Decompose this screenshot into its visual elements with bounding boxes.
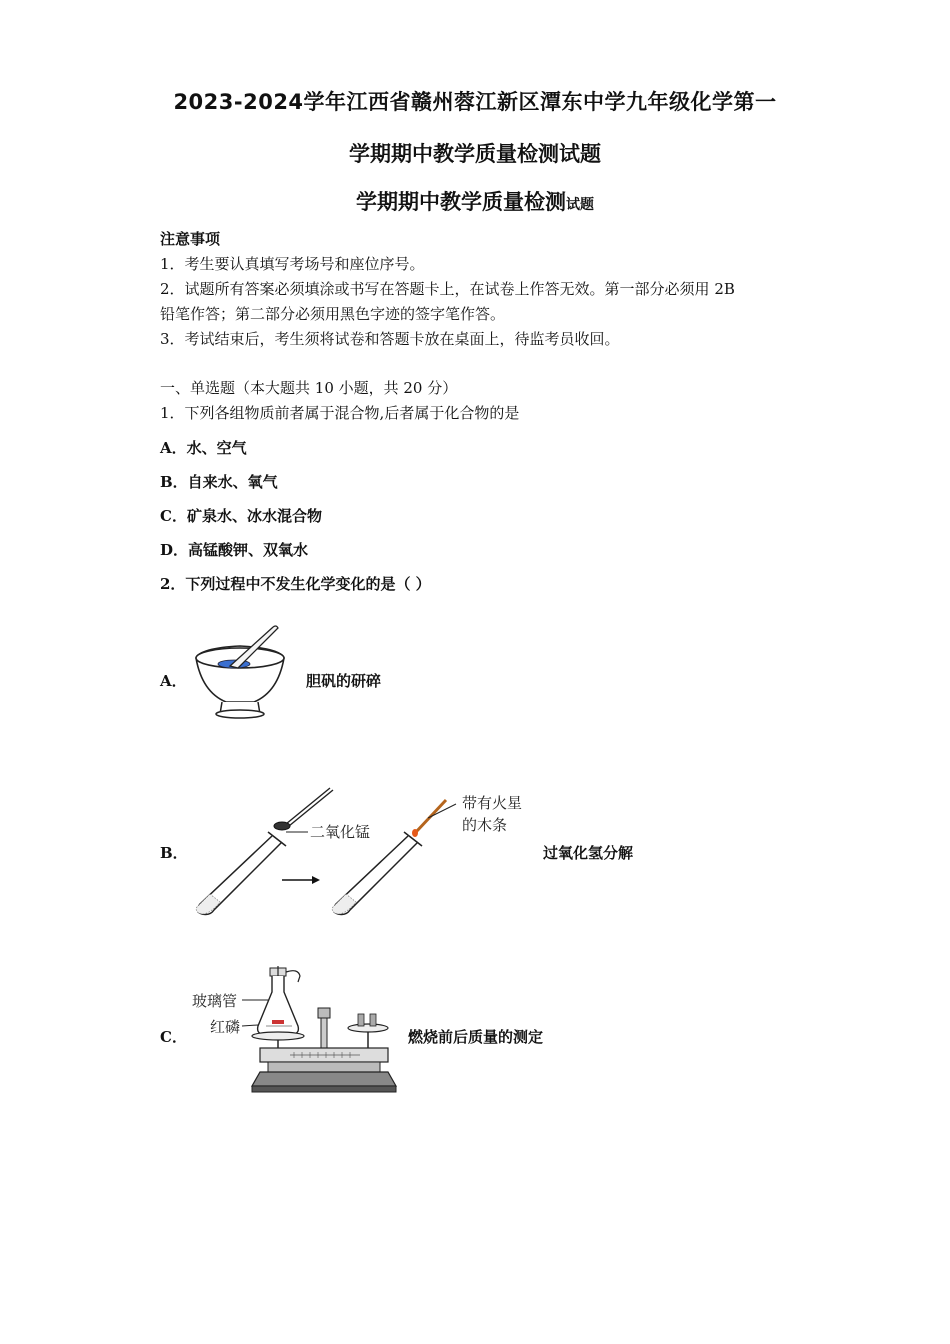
q2-option-c-letter: C． — [160, 1028, 187, 1046]
notice-item-1: 1．考生要认真填写考场号和座位序号。 — [160, 255, 425, 273]
q2-stem: 2．下列过程中不发生化学变化的是（ ） — [160, 575, 431, 593]
mortar-pestle-illustration — [190, 622, 290, 722]
q1-option-c: C．矿泉水、冰水混合物 — [160, 507, 322, 525]
label-splint-1: 带有火星 — [462, 794, 523, 812]
q1-option-a: A．水、空气 — [160, 439, 247, 457]
label-splint-2: 的木条 — [462, 816, 508, 834]
q2-option-a-caption: 胆矾的研碎 — [306, 672, 382, 690]
label-red-phosphorus: 红磷 — [210, 1018, 241, 1036]
q1-option-d: D．高锰酸钾、双氧水 — [160, 541, 309, 559]
left-test-tube — [196, 832, 286, 915]
balance-flask-illustration — [190, 962, 400, 1098]
glowing-splint — [412, 800, 456, 837]
test-tube-experiment-illustration — [190, 780, 550, 920]
title-line-3-small: 试题 — [566, 197, 594, 213]
right-test-tube — [332, 832, 422, 915]
notice-item-2: 2．试题所有答案必须填涂或书写在答题卡上，在试卷上作答无效。第一部分必须用 2B — [160, 280, 735, 298]
title-line-2: 学期期中教学质量检测试题 — [349, 142, 601, 166]
title-line-1: 2023-2024学年江西省赣州蓉江新区潭东中学九年级化学第一 — [173, 90, 777, 114]
notice-item-2-cont: 铅笔作答；第二部分必须用黑色字迹的签字笔作答。 — [160, 305, 506, 323]
q2-option-a-letter: A． — [160, 672, 187, 690]
q1-option-b: B．自来水、氧气 — [160, 473, 278, 491]
notice-item-3: 3．考试结束后，考生须将试卷和答题卡放在桌面上，待监考员收回。 — [160, 330, 620, 348]
label-glass-tube: 玻璃管 — [192, 992, 238, 1010]
q2-option-b-letter: B． — [160, 844, 188, 862]
section-heading: 一、单选题（本大题共 10 小题，共 20 分） — [160, 379, 458, 397]
title-line-3-main: 学期期中教学质量检测 — [356, 190, 566, 214]
q2-option-c-caption: 燃烧前后质量的测定 — [408, 1028, 544, 1046]
arrow — [282, 876, 320, 884]
q2-option-b-caption: 过氧化氢分解 — [543, 844, 634, 862]
title-line-3 — [0, 186, 950, 216]
label-mno2: 二氧化锰 — [310, 823, 371, 841]
q1-stem: 1．下列各组物质前者属于混合物,后者属于化合物的是 — [160, 404, 520, 422]
notice-heading: 注意事项 — [160, 230, 221, 248]
